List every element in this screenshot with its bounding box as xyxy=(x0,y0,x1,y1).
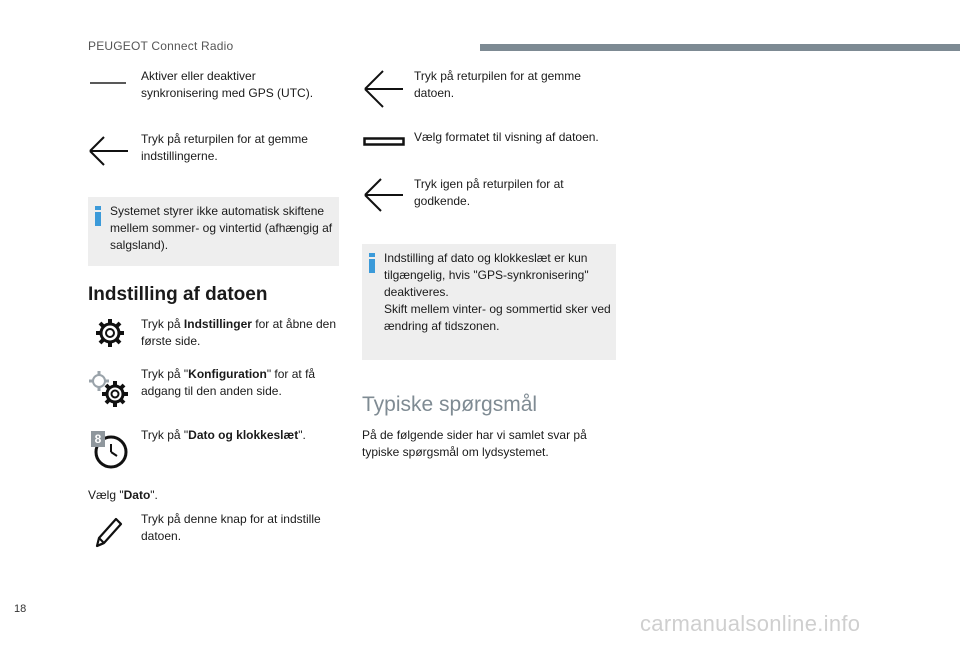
step-return-confirm-text: Tryk igen på returpilen for at godkende. xyxy=(414,177,564,208)
info-icon xyxy=(95,206,103,226)
header-bar xyxy=(480,44,960,51)
step-return-save-settings-text: Tryk på returpilen for at gemme indstillingerne. xyxy=(141,132,308,163)
return-arrow-icon xyxy=(363,70,405,108)
toggle-line-icon xyxy=(90,80,126,86)
format-bar-icon xyxy=(363,137,405,146)
clock-badge-number: 8 xyxy=(94,432,102,446)
step-date-time-text: Tryk på "Dato og klokkeslæt". xyxy=(141,428,306,442)
info-box-dst xyxy=(88,197,339,266)
faq-title: Typiske spørgsmål xyxy=(362,393,538,416)
return-arrow-icon xyxy=(363,178,405,212)
step-return-save-date-text: Tryk på returpilen for at gemme datoen. xyxy=(414,69,581,100)
info-box-gps xyxy=(362,244,616,360)
step-gps-sync-text: Aktiver eller deaktiver synkronisering med GPS (UTC). xyxy=(141,69,314,100)
gear-icon xyxy=(95,318,125,348)
double-gear-icon xyxy=(88,370,130,408)
header-title: PEUGEOT Connect Radio xyxy=(88,39,234,53)
info-box-gps-text: Indstilling af dato og klokkeslæt er kun tilgængelig, hvis "GPS-synkronisering" deaktiveres. Skift mellem vinter- og sommertid sker ved ændring af tidszonen. xyxy=(384,251,611,333)
info-box-dst-text: Systemet styrer ikke automatisk skiftene mellem sommer- og vintertid (afhængig af salgsland). xyxy=(110,204,333,252)
info-icon xyxy=(369,253,377,273)
section-title-set-date: Indstilling af datoen xyxy=(88,284,268,305)
step-format-text: Vælg formatet til visning af datoen. xyxy=(414,130,599,144)
return-arrow-icon xyxy=(88,136,130,166)
pencil-icon xyxy=(93,515,123,549)
faq-text: På de følgende sider har vi samlet svar på typiske spørgsmål om lydsystemet. xyxy=(362,428,587,459)
step-pencil-text: Tryk på denne knap for at indstille datoen. xyxy=(141,512,321,543)
page-number: 18 xyxy=(14,603,27,615)
step-settings-text: Tryk på Indstillinger for at åbne den første side. xyxy=(141,317,336,348)
step-configuration-text: Tryk på "Konfiguration" for at få adgang til den anden side. xyxy=(141,367,316,398)
select-date-text: Vælg "Dato". xyxy=(88,488,158,502)
watermark: carmanualsonline.info xyxy=(640,611,861,636)
